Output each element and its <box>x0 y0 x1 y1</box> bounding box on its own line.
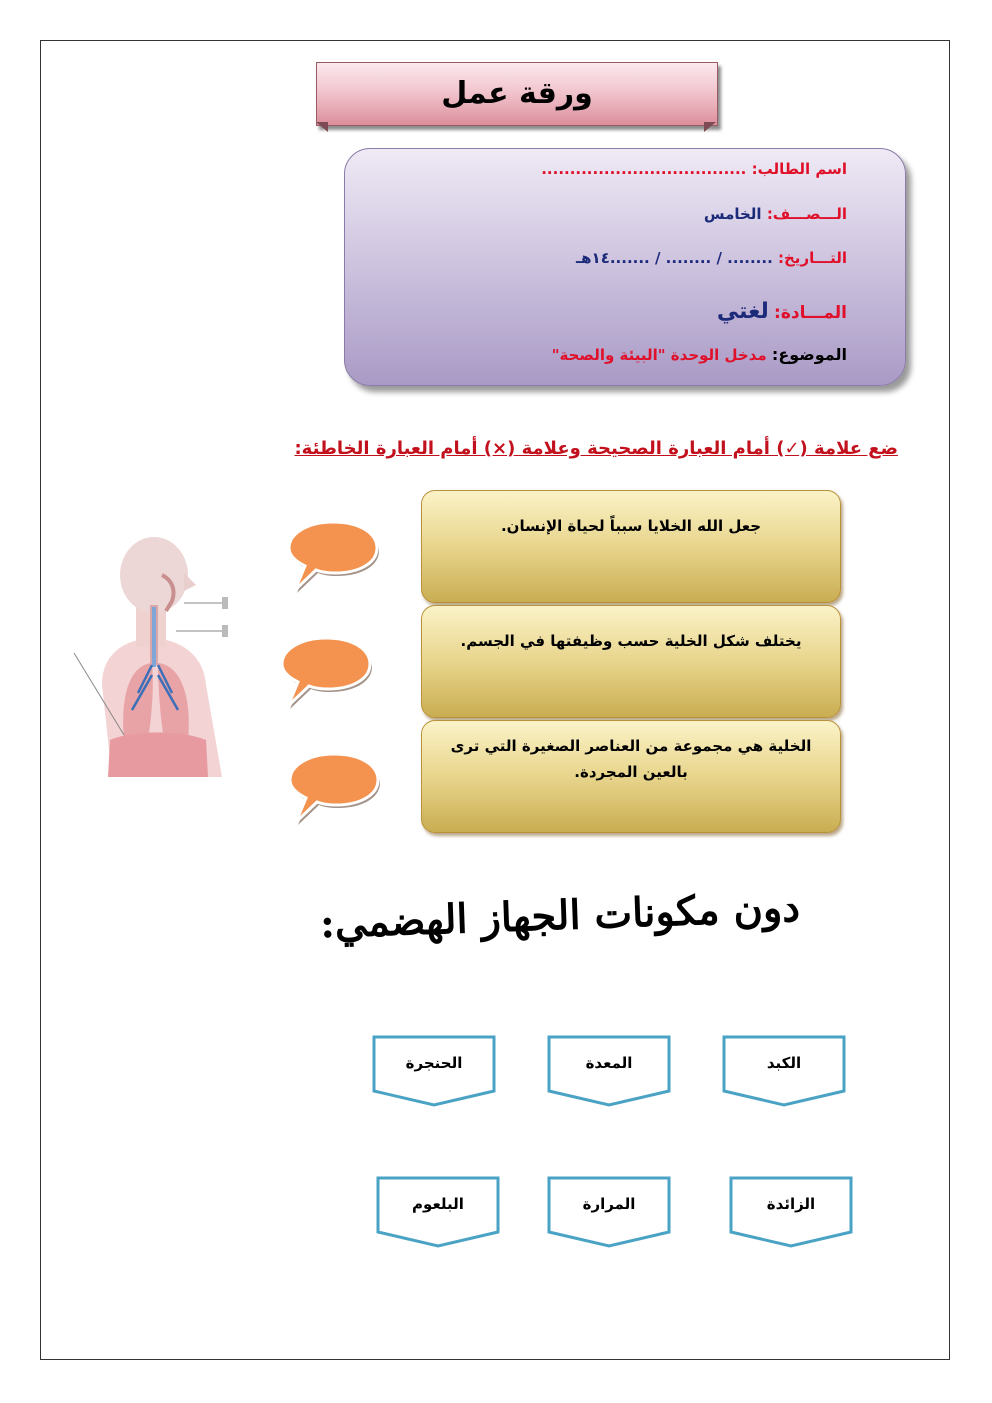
statement-box <box>421 605 841 718</box>
component-box[interactable] <box>372 1035 496 1107</box>
component-box[interactable] <box>376 1176 500 1248</box>
component-label: الكبد <box>766 1054 802 1072</box>
instruction-text: ضع علامة (✓) أمام العبارة الصحيحة وعلامة (×) أمام العبارة الخاطئة: <box>294 438 898 459</box>
student-info-card <box>344 148 906 386</box>
component-label: البلعوم <box>412 1195 464 1213</box>
class-value: الخامس <box>703 205 762 223</box>
human-body-icon <box>72 535 230 777</box>
subject-label: المـــادة: <box>774 303 847 323</box>
subject-value: لغتي <box>716 299 769 324</box>
worksheet-title <box>316 62 718 126</box>
class-label: الـــصـــف: <box>766 205 847 223</box>
student-name-label: اسم الطالب: <box>751 160 847 178</box>
component-label: الزائدة <box>766 1195 816 1213</box>
component-label: المرارة <box>582 1195 636 1213</box>
date-line <box>576 249 847 267</box>
subject-line <box>717 299 847 324</box>
statement-text: يختلف شكل الخلية حسب وظيفتها في الجسم. <box>460 632 802 650</box>
topic-value: مدخل الوحدة "البيئة والصحة" <box>551 346 767 364</box>
answer-bubble-icon[interactable] <box>286 748 382 828</box>
topic-line <box>552 345 847 364</box>
component-box[interactable] <box>729 1176 853 1248</box>
component-label: المعدة <box>585 1054 633 1072</box>
answer-bubble-icon[interactable] <box>285 516 381 596</box>
student-name-line <box>541 160 847 178</box>
ribbon-tab-left <box>316 122 328 132</box>
digestive-heading: دون مكونات الجهاز الهضمي: <box>319 883 801 948</box>
statement-box <box>421 720 841 833</box>
ribbon-tab-right <box>704 122 716 132</box>
date-label: التـــاريخ: <box>778 249 847 267</box>
class-line <box>704 205 847 223</box>
answer-bubble-icon[interactable] <box>278 632 374 712</box>
student-name-field[interactable]: .................................... <box>541 160 747 178</box>
topic-label: الموضوع: <box>771 345 847 364</box>
component-box[interactable] <box>722 1035 846 1107</box>
component-box[interactable] <box>547 1176 671 1248</box>
component-box[interactable] <box>547 1035 671 1107</box>
statement-box <box>421 490 841 603</box>
date-field[interactable]: ........ / ........ / .......١٤هـ <box>576 249 773 267</box>
statement-text: جعل الله الخلايا سبباً لحياة الإنسان. <box>500 517 762 535</box>
component-label: الحنجرة <box>405 1054 463 1072</box>
worksheet-title-text: ورقة عمل <box>441 76 593 111</box>
statement-text: الخلية هي مجموعة من العناصر الصغيرة التي ترى بالعين المجردة. <box>450 737 812 781</box>
